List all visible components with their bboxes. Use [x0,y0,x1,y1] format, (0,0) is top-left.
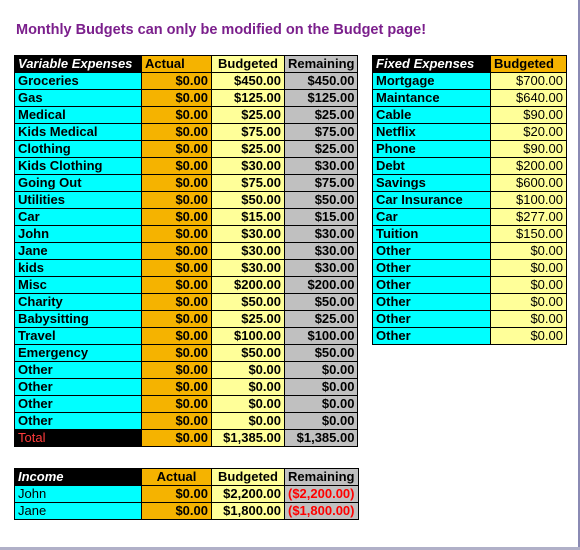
fixed-name-cell[interactable]: Other [373,294,491,311]
fixed-budgeted-cell[interactable]: $100.00 [491,192,567,209]
budgeted-cell[interactable]: $0.00 [212,379,285,396]
table-row [15,192,358,209]
table-row [373,209,567,226]
actual-cell[interactable]: $0.00 [142,226,212,243]
expense-name-cell[interactable]: Other [15,396,142,413]
budgeted-cell[interactable]: $30.00 [212,243,285,260]
income-budgeted-cell[interactable]: $1,800.00 [212,503,285,520]
remaining-cell[interactable]: $75.00 [285,175,358,192]
table-row [15,158,358,175]
total-actual-cell[interactable]: $0.00 [142,430,212,447]
budgeted-cell[interactable]: $50.00 [212,294,285,311]
fixed-budgeted-cell[interactable]: $277.00 [491,209,567,226]
table-row [373,311,567,328]
fixed-header-name[interactable]: Fixed Expenses [373,56,491,73]
fixed-name-cell[interactable]: Maintance [373,90,491,107]
table-row [373,260,567,277]
table-row [15,124,358,141]
income-remaining-cell[interactable]: ($1,800.00) [285,503,359,520]
budgeted-cell[interactable]: $100.00 [212,328,285,345]
variable-header-budgeted[interactable]: Budgeted [212,56,285,73]
expense-name-cell[interactable]: Emergency [15,345,142,362]
fixed-budgeted-cell[interactable]: $20.00 [491,124,567,141]
budgeted-cell[interactable]: $25.00 [212,311,285,328]
remaining-cell[interactable]: $0.00 [285,379,358,396]
expense-name-cell[interactable]: Other [15,413,142,430]
fixed-budgeted-cell[interactable]: $90.00 [491,141,567,158]
actual-cell[interactable]: $0.00 [142,328,212,345]
actual-cell[interactable]: $0.00 [142,294,212,311]
expense-name-cell[interactable]: Going Out [15,175,142,192]
actual-cell[interactable]: $0.00 [142,124,212,141]
budgeted-cell[interactable]: $0.00 [212,396,285,413]
expense-name-cell[interactable]: Kids Medical [15,124,142,141]
fixed-name-cell[interactable]: Other [373,260,491,277]
table-row [15,413,358,430]
budgeted-cell[interactable]: $30.00 [212,260,285,277]
table-row [15,311,358,328]
table-row [373,175,567,192]
table-row [15,175,358,192]
table-row [15,328,358,345]
fixed-budgeted-cell[interactable]: $150.00 [491,226,567,243]
income-header-remaining[interactable]: Remaining [285,469,359,486]
fixed-budgeted-cell[interactable]: $600.00 [491,175,567,192]
remaining-cell[interactable]: $0.00 [285,396,358,413]
actual-cell[interactable]: $0.00 [142,141,212,158]
budgeted-cell[interactable]: $125.00 [212,90,285,107]
fixed-name-cell[interactable]: Debt [373,158,491,175]
income-header-row [15,469,359,486]
fixed-budgeted-cell[interactable]: $0.00 [491,243,567,260]
table-row [15,345,358,362]
budgeted-cell[interactable]: $25.00 [212,107,285,124]
table-row [373,141,567,158]
actual-cell[interactable]: $0.00 [142,413,212,430]
budgeted-cell[interactable]: $75.00 [212,124,285,141]
table-row [373,107,567,124]
table-row [15,486,359,503]
table-row [373,277,567,294]
actual-cell[interactable]: $0.00 [142,396,212,413]
fixed-name-cell[interactable]: Other [373,277,491,294]
variable-header-actual[interactable]: Actual [142,56,212,73]
table-row [15,209,358,226]
fixed-name-cell[interactable]: Car [373,209,491,226]
expense-name-cell[interactable]: Babysitting [15,311,142,328]
remaining-cell[interactable]: $450.00 [285,73,358,90]
fixed-name-cell[interactable]: Netflix [373,124,491,141]
table-row [15,379,358,396]
budgeted-cell[interactable]: $30.00 [212,158,285,175]
table-row [373,192,567,209]
table-row [15,90,358,107]
budget-notice: Monthly Budgets can only be modified on the Budget page! [16,22,427,38]
fixed-budgeted-cell[interactable]: $0.00 [491,260,567,277]
expense-name-cell[interactable]: Clothing [15,141,142,158]
income-remaining-cell[interactable]: ($2,200.00) [285,486,359,503]
actual-cell[interactable]: $0.00 [142,192,212,209]
income-table [14,468,359,520]
actual-cell[interactable]: $0.00 [142,379,212,396]
table-row [15,243,358,260]
fixed-budgeted-cell[interactable]: $200.00 [491,158,567,175]
actual-cell[interactable]: $0.00 [142,90,212,107]
table-row [373,158,567,175]
remaining-cell[interactable]: $25.00 [285,107,358,124]
budgeted-cell[interactable]: $50.00 [212,192,285,209]
fixed-budgeted-cell[interactable]: $90.00 [491,107,567,124]
actual-cell[interactable]: $0.00 [142,260,212,277]
remaining-cell[interactable]: $100.00 [285,328,358,345]
budgeted-cell[interactable]: $50.00 [212,345,285,362]
income-header-actual[interactable]: Actual [142,469,212,486]
actual-cell[interactable]: $0.00 [142,311,212,328]
remaining-cell[interactable]: $25.00 [285,141,358,158]
table-row [15,260,358,277]
actual-cell[interactable]: $0.00 [142,158,212,175]
total-budgeted-cell[interactable]: $1,385.00 [212,430,285,447]
remaining-cell[interactable]: $25.00 [285,311,358,328]
actual-cell[interactable]: $0.00 [142,277,212,294]
actual-cell[interactable]: $0.00 [142,73,212,90]
variable-header-name[interactable]: Variable Expenses [15,56,142,73]
fixed-budgeted-cell[interactable]: $0.00 [491,294,567,311]
income-header-budgeted[interactable]: Budgeted [212,469,285,486]
remaining-cell[interactable]: $30.00 [285,243,358,260]
expense-name-cell[interactable]: John [15,226,142,243]
remaining-cell[interactable]: $200.00 [285,277,358,294]
expense-name-cell[interactable]: Car [15,209,142,226]
remaining-cell[interactable]: $125.00 [285,90,358,107]
variable-header-remaining[interactable]: Remaining [285,56,358,73]
fixed-name-cell[interactable]: Tuition [373,226,491,243]
expense-name-cell[interactable]: Kids Clothing [15,158,142,175]
table-row [15,294,358,311]
table-row [373,328,567,345]
fixed-name-cell[interactable]: Phone [373,141,491,158]
budgeted-cell[interactable]: $75.00 [212,175,285,192]
fixed-name-cell[interactable]: Cable [373,107,491,124]
table-row [15,277,358,294]
budgeted-cell[interactable]: $450.00 [212,73,285,90]
variable-expenses-table [14,55,358,447]
fixed-budgeted-cell[interactable]: $700.00 [491,73,567,90]
table-row [373,124,567,141]
table-row [373,226,567,243]
fixed-budgeted-cell[interactable]: $640.00 [491,90,567,107]
table-row [15,107,358,124]
fixed-name-cell[interactable]: Other [373,243,491,260]
actual-cell[interactable]: $0.00 [142,175,212,192]
budgeted-cell[interactable]: $200.00 [212,277,285,294]
table-row [15,73,358,90]
actual-cell[interactable]: $0.00 [142,345,212,362]
income-actual-cell[interactable]: $0.00 [142,503,212,520]
income-header-name[interactable]: Income [15,469,142,486]
table-row [15,141,358,158]
budgeted-cell[interactable]: $0.00 [212,413,285,430]
expense-name-cell[interactable]: Groceries [15,73,142,90]
remaining-cell[interactable]: $30.00 [285,260,358,277]
table-row [373,90,567,107]
fixed-budgeted-cell[interactable]: $0.00 [491,277,567,294]
table-row [15,362,358,379]
table-row [373,294,567,311]
income-budgeted-cell[interactable]: $2,200.00 [212,486,285,503]
table-row [373,243,567,260]
fixed-header-budgeted[interactable]: Budgeted [491,56,567,73]
remaining-cell[interactable]: $30.00 [285,226,358,243]
remaining-cell[interactable]: $50.00 [285,192,358,209]
income-name-cell[interactable]: Jane [15,503,142,520]
budgeted-cell[interactable]: $25.00 [212,141,285,158]
fixed-header-row [373,56,567,73]
table-row [15,396,358,413]
expense-name-cell[interactable]: Travel [15,328,142,345]
budgeted-cell[interactable]: $30.00 [212,226,285,243]
total-remaining-cell[interactable]: $1,385.00 [285,430,358,447]
remaining-cell[interactable]: $30.00 [285,158,358,175]
expense-name-cell[interactable]: Other [15,362,142,379]
remaining-cell[interactable]: $15.00 [285,209,358,226]
expense-name-cell[interactable]: Utilities [15,192,142,209]
fixed-expenses-table [372,55,567,345]
fixed-name-cell[interactable]: Mortgage [373,73,491,90]
fixed-name-cell[interactable]: Savings [373,175,491,192]
budgeted-cell[interactable]: $0.00 [212,362,285,379]
actual-cell[interactable]: $0.00 [142,362,212,379]
expense-name-cell[interactable]: Other [15,379,142,396]
fixed-budgeted-cell[interactable]: $0.00 [491,328,567,345]
fixed-name-cell[interactable]: Other [373,311,491,328]
expense-name-cell[interactable]: Charity [15,294,142,311]
income-actual-cell[interactable]: $0.00 [142,486,212,503]
expense-name-cell[interactable]: Jane [15,243,142,260]
table-row [15,226,358,243]
table-row [373,73,567,90]
income-name-cell[interactable]: John [15,486,142,503]
actual-cell[interactable]: $0.00 [142,243,212,260]
total-row [15,430,358,447]
actual-cell[interactable]: $0.00 [142,209,212,226]
expense-name-cell[interactable]: Gas [15,90,142,107]
variable-header-row [15,56,358,73]
remaining-cell[interactable]: $50.00 [285,345,358,362]
remaining-cell[interactable]: $50.00 [285,294,358,311]
fixed-name-cell[interactable]: Car Insurance [373,192,491,209]
fixed-name-cell[interactable]: Other [373,328,491,345]
fixed-budgeted-cell[interactable]: $0.00 [491,311,567,328]
total-label[interactable]: Total [15,430,142,447]
table-row [15,503,359,520]
remaining-cell[interactable]: $0.00 [285,362,358,379]
expense-name-cell[interactable]: Misc [15,277,142,294]
expense-name-cell[interactable]: kids [15,260,142,277]
budgeted-cell[interactable]: $15.00 [212,209,285,226]
actual-cell[interactable]: $0.00 [142,107,212,124]
remaining-cell[interactable]: $0.00 [285,413,358,430]
expense-name-cell[interactable]: Medical [15,107,142,124]
remaining-cell[interactable]: $75.00 [285,124,358,141]
